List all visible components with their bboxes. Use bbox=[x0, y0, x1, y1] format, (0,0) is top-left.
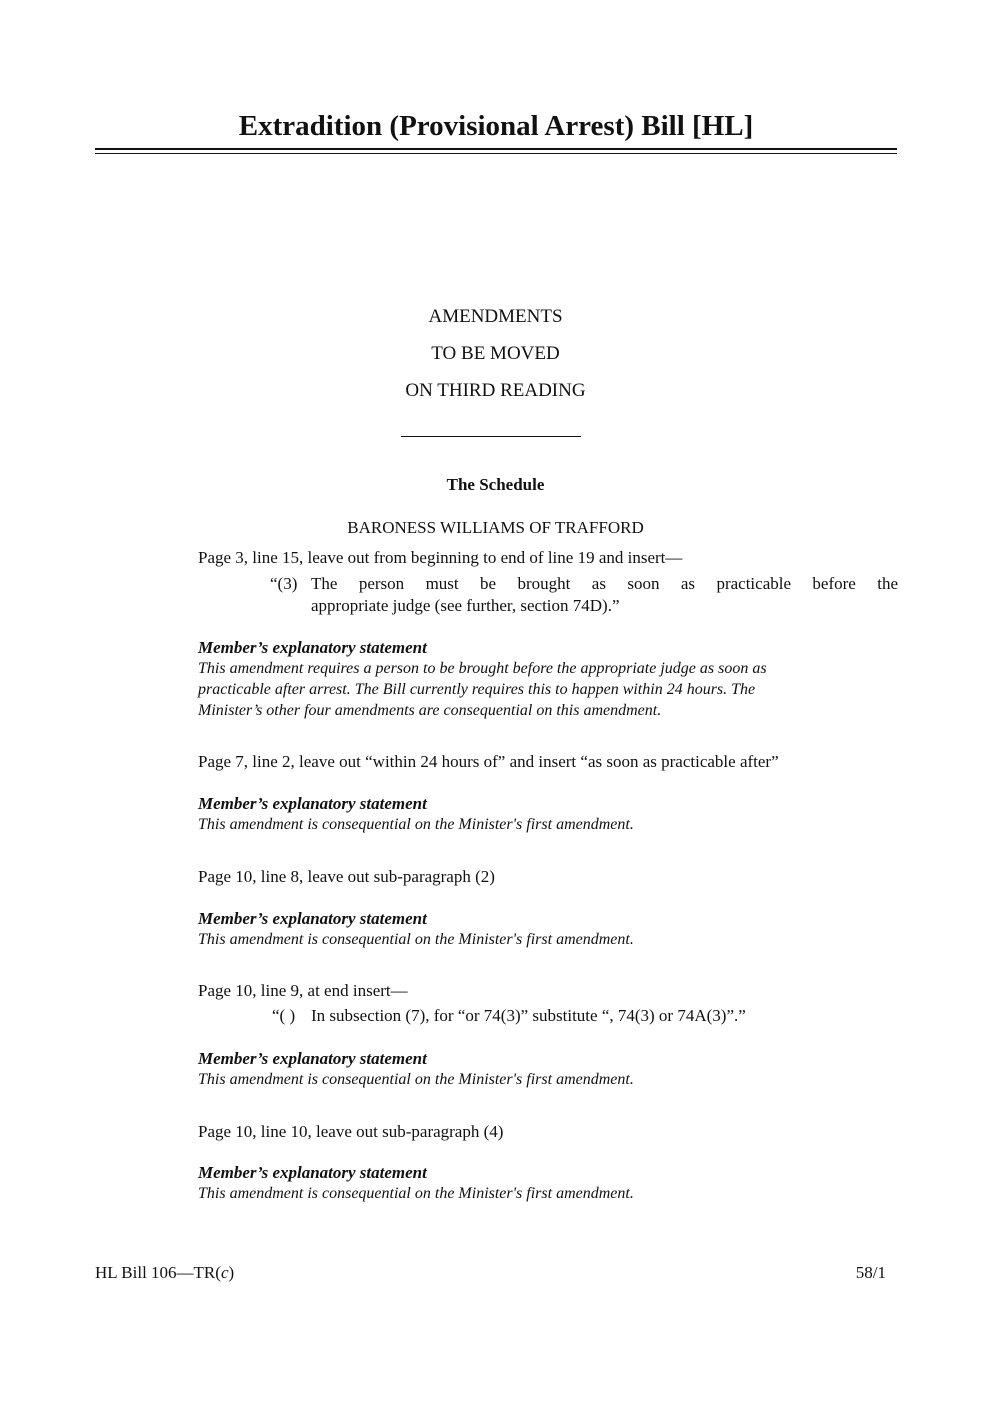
amendment-5-instruction: Page 10, line 10, leave out sub-paragraph (4) bbox=[198, 1122, 504, 1141]
amendment-4-statement-heading: Member’s explanatory statement bbox=[198, 1049, 427, 1068]
amendment-4-statement-line-1: This amendment is consequential on the Minister's first amendment. bbox=[198, 1071, 634, 1088]
bill-reference-suffix: ) bbox=[228, 1263, 235, 1282]
amendment-2-statement-line-1: This amendment is consequential on the Minister's first amendment. bbox=[198, 816, 634, 833]
mover-name: BARONESS WILLIAMS OF TRAFFORD bbox=[347, 518, 644, 537]
amendment-1-instruction: Page 3, line 15, leave out from beginning to end of line 19 and insert— bbox=[198, 548, 683, 567]
amendment-1-quote-number: “(3) bbox=[270, 574, 298, 593]
amendment-2-instruction: Page 7, line 2, leave out “within 24 hours of” and insert “as soon as practicable after” bbox=[198, 752, 779, 771]
amendment-1-statement-line-2: practicable after arrest. The Bill currently requires this to happen within 24 hours. The bbox=[198, 681, 756, 698]
amendment-4-quote-number: “( ) bbox=[272, 1006, 296, 1025]
schedule-heading: The Schedule bbox=[446, 475, 545, 494]
amendment-2-statement-heading: Member’s explanatory statement bbox=[198, 794, 427, 813]
amendment-1-statement-line-3: Minister’s other four amendments are consequential on this amendment. bbox=[198, 702, 662, 719]
title-rule-thin bbox=[95, 153, 897, 154]
title-rule-thick bbox=[95, 148, 897, 150]
amendment-1-quote-line-2: appropriate judge (see further, section 74D).” bbox=[311, 596, 620, 615]
heading-to-be-moved: TO BE MOVED bbox=[431, 343, 560, 364]
amendment-1-statement-line-1: This amendment requires a person to be brought before the appropriate judge as soon as bbox=[198, 660, 767, 677]
amendment-3-statement-heading: Member’s explanatory statement bbox=[198, 909, 427, 928]
amendment-3-instruction: Page 10, line 8, leave out sub-paragraph (2) bbox=[198, 867, 495, 886]
heading-third-reading: ON THIRD READING bbox=[405, 380, 586, 401]
section-divider bbox=[401, 436, 581, 437]
amendment-5-statement-heading: Member’s explanatory statement bbox=[198, 1163, 427, 1182]
amendment-1-quote-line-1: The person must be brought as soon as practicable before the bbox=[311, 574, 898, 593]
page-reference: 58/1 bbox=[855, 1263, 886, 1282]
bill-reference-prefix: HL Bill 106—TR( bbox=[95, 1263, 221, 1282]
amendment-4-instruction: Page 10, line 9, at end insert— bbox=[198, 981, 408, 1000]
heading-amendments: AMENDMENTS bbox=[428, 306, 563, 327]
amendment-4-quote bbox=[272, 1005, 898, 1027]
amendment-3-statement-line-1: This amendment is consequential on the Minister's first amendment. bbox=[198, 931, 634, 948]
bill-title: Extradition (Provisional Arrest) Bill [HL] bbox=[238, 110, 754, 142]
amendment-5-statement-line-1: This amendment is consequential on the Minister's first amendment. bbox=[198, 1185, 634, 1202]
amendment-4-quote-line-1: In subsection (7), for “or 74(3)” substitute “, 74(3) or 74A(3)”.” bbox=[311, 1006, 746, 1025]
amendment-1-quote bbox=[270, 573, 898, 619]
bill-reference-italic: c bbox=[220, 1263, 229, 1282]
bill-reference bbox=[95, 1263, 234, 1283]
amendment-1-statement-heading: Member’s explanatory statement bbox=[198, 638, 427, 657]
